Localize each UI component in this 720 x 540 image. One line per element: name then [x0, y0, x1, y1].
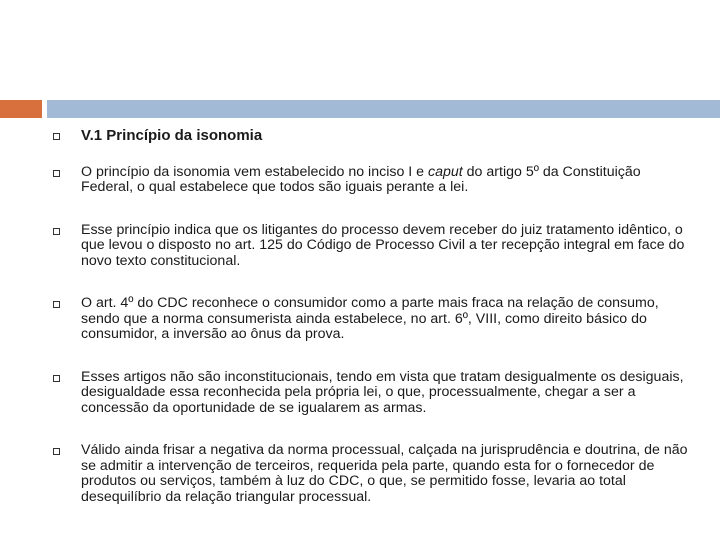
bullet-text: Esses artigos não são inconstitucionais, tendo em vista que tratam desigualmente os desiguais, desigualdade essa reconhecida pela própria lei, o que, processualmente, chegar a ser a concessão da oportunidade de se igualarem as armas. — [81, 368, 684, 416]
square-bullet-icon — [53, 133, 60, 140]
bullet-item — [53, 296, 693, 343]
square-bullet-icon — [53, 375, 60, 382]
bullet-text: Esse princípio indica que os litigantes do processo devem receber do juiz tratamento idêntico, o que levou o disposto no art. 125 do Código de Processo Civil a ter recepção integral em face do novo texto constitucional. — [81, 221, 685, 269]
bullet-item — [53, 370, 693, 417]
bullet-text: O art. 4º do CDC reconhece o consumidor como a parte mais fraca na relação de consumo, sendo que a norma consumerista ainda estabelece, no art. 6º, VIII, como direito básico do consumidor, a inversão ao ônus da prova. — [81, 295, 659, 342]
accent-bar — [0, 100, 42, 118]
bullet-item — [53, 443, 693, 505]
slide-title: V.1 Princípio da isonomia — [81, 127, 263, 144]
bullet-text: Válido ainda frisar a negativa da norma processual, calçada na jurisprudência e doutrina, de não se admitir a intervenção de terceiros, requerida pela parte, quando esta for o fornecedor de produtos ou serviços, também à luz do CDC, o que, se permitido fosse, levaria ao total desequilíbrio da relação triangular processual. — [81, 442, 688, 505]
bullet-text-part: do artigo 5º da Constituição Federal, o qual estabelece que todos são iguais perante a lei. — [81, 163, 641, 195]
square-bullet-icon — [53, 448, 60, 455]
header-bar — [47, 100, 720, 118]
bullet-text-part: O princípio da isonomia vem estabelecido no inciso I e — [81, 163, 428, 180]
bullet-item — [53, 165, 693, 196]
bullet-title — [53, 128, 693, 145]
square-bullet-icon — [53, 170, 60, 177]
bullet-item — [53, 223, 693, 270]
bullet-text-emphasis: caput — [428, 163, 463, 180]
slide-content — [53, 128, 693, 505]
square-bullet-icon — [53, 228, 60, 235]
square-bullet-icon — [53, 301, 60, 308]
